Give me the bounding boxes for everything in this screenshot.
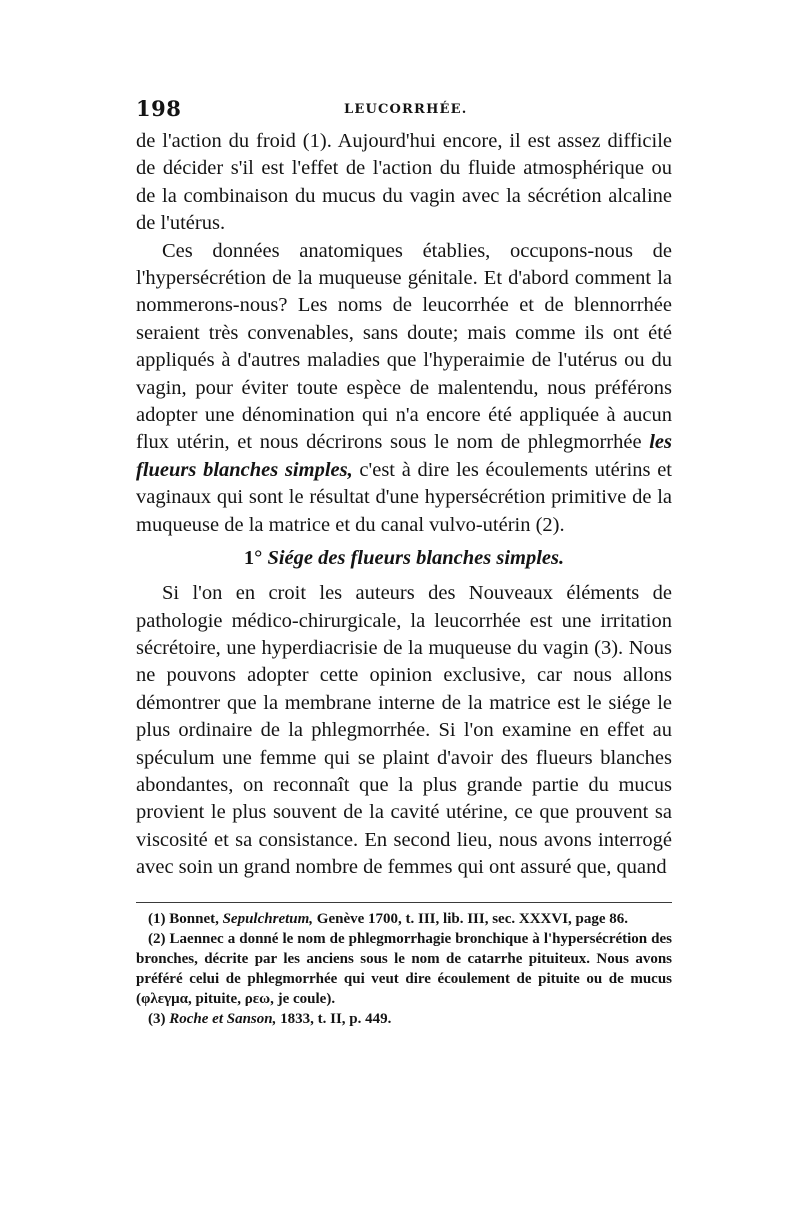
footnote-2 bbox=[136, 929, 672, 1009]
footnote-ref-2: (2) bbox=[535, 513, 560, 536]
page-number: 198 bbox=[136, 96, 182, 121]
footnote-rule bbox=[136, 902, 672, 903]
footnote-1 bbox=[136, 909, 672, 929]
section-number: 1° bbox=[243, 547, 263, 570]
footnote-1-mark: (1) bbox=[148, 911, 166, 927]
paragraph-2 bbox=[136, 238, 672, 539]
footnote-3-work: Roche et Sanson, bbox=[169, 1011, 277, 1027]
footnote-3 bbox=[136, 1009, 672, 1029]
paragraph-2-text-cont: c'est à dire les écoulements utérins et vaginaux qui sont le résultat d'une hypersécrétion primitive de la muqueuse de la matrice et du canal vulvo-utérin bbox=[136, 458, 672, 536]
paragraph-1 bbox=[136, 128, 672, 238]
paragraph-2-text: Ces données anatomiques établies, occupons-nous de l'hypersécrétion de la muqueuse génitale. Et d'abord comment la nommerons-nous? Les noms de leucorrhée et de blennorrhée seraient très convenables, sans doute; mais comme ils ont été appliqués à d'autres maladies que l'hyperaimie de l'utérus ou du vagin, pour éviter toute espèce de malentendu, nous préférons adopter une dénomination qui n'a encore été appliquée à aucun flux utérin, et nous décrirons sous le nom de phlegmorrhée bbox=[136, 239, 672, 454]
running-head: LEUCORRHÉE. bbox=[344, 102, 468, 117]
paragraph-2-emphasis: les flueurs blanches simples, bbox=[136, 431, 672, 481]
footnote-ref-1: (1) bbox=[302, 130, 327, 152]
footnote-3-mark: (3) bbox=[148, 1011, 166, 1027]
footnote-2-mark: (2) bbox=[148, 931, 166, 947]
paragraph-3-text-cont: . Nous ne pouvons adopter cette opinion exclusive, car nous allons démontrer que la membrane interne de la matrice est le siége le plus ordinaire de la phlegmorrhée. Si l'on examine en effet au spéculum une femme qui se plaint d'avoir des flueurs blanches abondantes, on reconnaît que la plus grande partie du mucus provient le plus souvent de la cavité utérine, ce que prouvent sa viscosité et sa consistance. En second lieu, nous avons interrogé avec soin un grand nombre de femmes qui ont assuré que, quand bbox=[136, 636, 672, 879]
paragraph-3-text: Si l'on en croit les auteurs des Nouveaux éléments de pathologie médico-chirurgicale, la leucorrhée est une irritation sécrétoire, une hyperdiacrisie de la muqueuse du vagin bbox=[136, 582, 672, 659]
footnotes bbox=[136, 909, 672, 1029]
paragraph-1-text: de l'action du froid bbox=[136, 130, 303, 152]
paragraph-3 bbox=[136, 580, 672, 881]
footnote-1-rest: Genève 1700, t. III, lib. III, sec. XXXVI, page 86. bbox=[316, 911, 629, 927]
paragraph-2-text-end: . bbox=[559, 513, 565, 536]
section-title: Siége des flueurs blanches simples. bbox=[267, 547, 565, 570]
section-heading bbox=[136, 543, 672, 573]
body-text bbox=[136, 128, 672, 882]
footnote-1-work: Sepulchretum, bbox=[222, 911, 314, 927]
page-header bbox=[136, 96, 672, 126]
footnote-ref-3: (3) bbox=[594, 636, 619, 659]
paragraph-1-text-cont: . Aujourd'hui encore, il est assez difficile de décider s'il est l'effet de l'action du fluide atmosphérique ou de la combinaison du mucus du vagin avec la sécrétion alcaline de l'utérus. bbox=[136, 130, 672, 235]
footnote-3-rest: 1833, t. II, p. 449. bbox=[280, 1011, 392, 1027]
footnote-2-text: Laennec a donné le nom de phlegmorrhagie bronchique à l'hypersécrétion des bronches, décrite par les anciens sous le nom de catarrhe pituiteux. Nous avons préféré celui de phlegmorrhée qui veut dire écoulement de pituite ou de mucus (φλεγμα, pituite, ρεω, je coule). bbox=[136, 931, 672, 1007]
footnote-1-author: Bonnet, bbox=[169, 911, 219, 927]
